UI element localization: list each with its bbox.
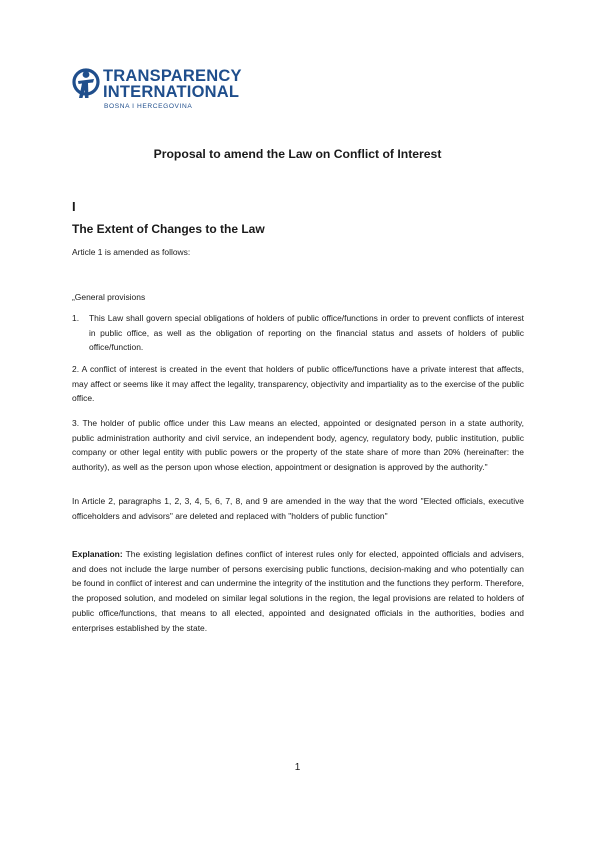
section-heading: The Extent of Changes to the Law xyxy=(72,222,265,236)
logo-line1: TRANSPARENCY xyxy=(103,67,242,85)
explanation-paragraph xyxy=(72,547,524,635)
general-provisions-label: „General provisions xyxy=(72,292,146,302)
logo-line2: INTERNATIONAL xyxy=(103,83,240,101)
list-item xyxy=(72,311,524,355)
paragraph-2: 2. A conflict of interest is created in the event that holders of public office/functions have a private interest that affects, may affect or seems like it may affect the legality, transparency, objectivity and impartiality as to the exercise of the public office. xyxy=(72,364,524,404)
explanation-text: The existing legislation defines conflict of interest rules only for elected, appointed officials and advisers, and does not include the large number of persons exercising public functions, decision-making and who potentially can be found in conflict of interest and can undermine the integrity of the institution and the functions they perform. Therefore, the proposed solution, and modeled on similar legal solutions in the region, the legal provisions are related to holders of public office/functions, that means to all elected, appointed and designated officials in the authorities, bodies and enterprises established by the state. xyxy=(72,549,524,633)
paragraph-4: In Article 2, paragraphs 1, 2, 3, 4, 5, 6, 7, 8, and 9 are amended in the way that the word "Elected officials, executive officeholders and advisors" are deleted and replaced with "holders of public function" xyxy=(72,496,524,521)
explanation-label: Explanation: xyxy=(72,549,123,559)
list-item-text: This Law shall govern special obligations of holders of public office/functions in order to prevent conflicts of interest in public office, as well as the obligation of reporting on the financial status and assets of holders of public office/function. xyxy=(89,313,524,353)
provisions-list xyxy=(72,311,524,355)
list-item-number: 1. xyxy=(72,313,80,323)
page-number: 1 xyxy=(294,762,301,773)
section-numeral: I xyxy=(72,199,76,214)
intro-text: Article 1 is amended as follows: xyxy=(72,247,191,257)
logo xyxy=(72,66,262,122)
paragraph-3: 3. The holder of public office under this Law means an elected, appointed or designated person in a state authority, public administration authority and civil service, an independent body, agency, regulatory body, public institution, public company or other legal entity with public powers or the property of the state share of more than 20% (hereinafter: the authority), as well as the person upon whose election, appointment or designation is approved by the authority." xyxy=(72,418,524,473)
logo-subline: BOSNA I HERCEGOVINA xyxy=(104,103,193,110)
document-title: Proposal to amend the Law on Conflict of Interest xyxy=(153,147,442,161)
transparency-international-figure-icon xyxy=(72,68,100,102)
